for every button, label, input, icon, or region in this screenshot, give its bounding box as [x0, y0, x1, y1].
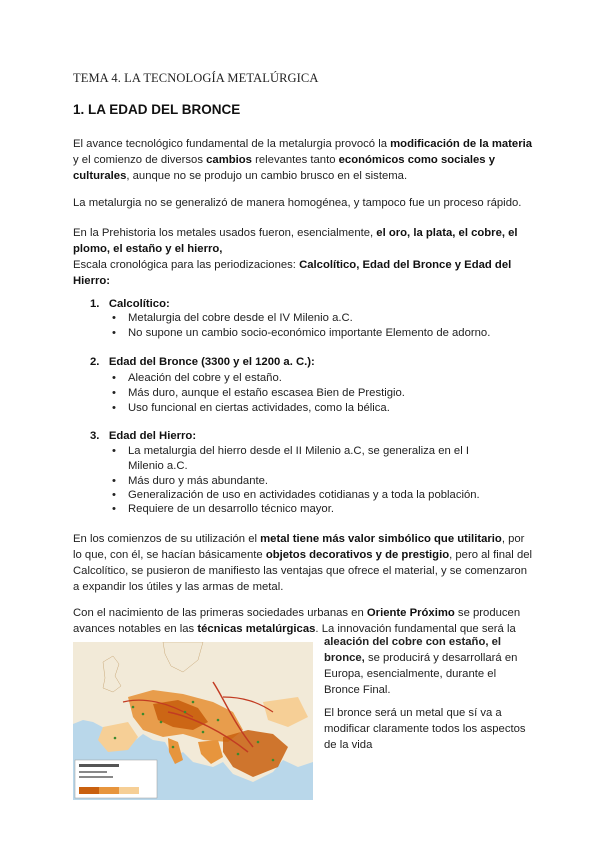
- map-ireland: [91, 668, 100, 682]
- paragraph-metals: En la Prehistoria los metales usados fueron, esencialmente, el oro, la plata, el cobre, el plomo, el estaño y el hierro,: [73, 227, 518, 255]
- document-header: TEMA 4. LA TECNOLOGÍA METALÚRGICA: [73, 71, 319, 85]
- legend-title: [79, 764, 119, 767]
- paragraph-chronology: Escala cronológica para las periodizaciones: Calcolítico, Edad del Bronce y Edad del Hierro:: [73, 259, 512, 287]
- bullet-item: • No supone un cambio socio-económico importante Elemento de adorno.: [128, 326, 528, 341]
- paragraph-symbolic-value: En los comienzos de su utilización el metal tiene más valor simbólico que utilitario, por lo que, con él, se hacían básicamente objetos decorativos y de prestigio, pero al final del Calcolítico, se pusieron de manifiesto las ventajas que ofrece el material, y se comenzaron a expandir los útiles y las armas de metal.: [73, 533, 533, 593]
- side-text-alloy: aleación del cobre con estaño, el bronce, se producirá y desarrollará en Europa, esencialmente, durante el Bronce Final.: [324, 636, 518, 696]
- bullet-item: • Generalización de uso en actividades cotidianas y a toda la población.: [128, 488, 528, 503]
- list-item-calcolitico: 1. Calcolítico:: [90, 298, 170, 310]
- list-item-edad-hierro: 3. Edad del Hierro:: [90, 430, 197, 442]
- legend-swatch: [79, 787, 99, 794]
- section-title: 1. LA EDAD DEL BRONCE: [73, 102, 241, 117]
- bullet-item: • Más duro, aunque el estaño escasea Bien de Prestigio.: [128, 386, 528, 401]
- legend-swatch: [99, 787, 119, 794]
- bullet-item: • Uso funcional en ciertas actividades, como la bélica.: [128, 401, 528, 416]
- bullet-item: • La metalurgia del hierro desde el II Milenio a.C, se generaliza en el I Milenio a.C.: [128, 444, 503, 474]
- bullet-item: • Metalurgia del cobre desde el IV Milenio a.C.: [128, 311, 528, 326]
- paragraph-urban-societies: Con el nacimiento de las primeras sociedades urbanas en Oriente Próximo se producen avances notables en las técnicas metalúrgicas. La innovación fundamental que será la: [73, 607, 521, 635]
- side-text-impact: El bronce será un metal que sí va a modificar claramente todos los aspectos de la vida: [324, 707, 526, 751]
- bullet-item: • Más duro y más abundante.: [128, 474, 528, 489]
- list-item-edad-bronce: 2. Edad del Bronce (3300 y el 1200 a. C.):: [90, 356, 315, 368]
- bullet-item: • Requiere de un desarrollo técnico mayor.: [128, 502, 528, 517]
- paragraph-homogeneity: La metalurgia no se generalizó de manera homogénea, y tampoco fue un proceso rápido.: [73, 197, 522, 209]
- legend-swatch: [119, 787, 139, 794]
- paragraph-intro: El avance tecnológico fundamental de la metalurgia provocó la modificación de la materia y el comienzo de diversos cambios relevantes tanto económicos como sociales y culturales, aunque no se produjo un cambio brusco en el sistema.: [73, 138, 533, 182]
- bullet-item: • Aleación del cobre y el estaño.: [128, 371, 528, 386]
- bronze-age-map: [73, 642, 313, 800]
